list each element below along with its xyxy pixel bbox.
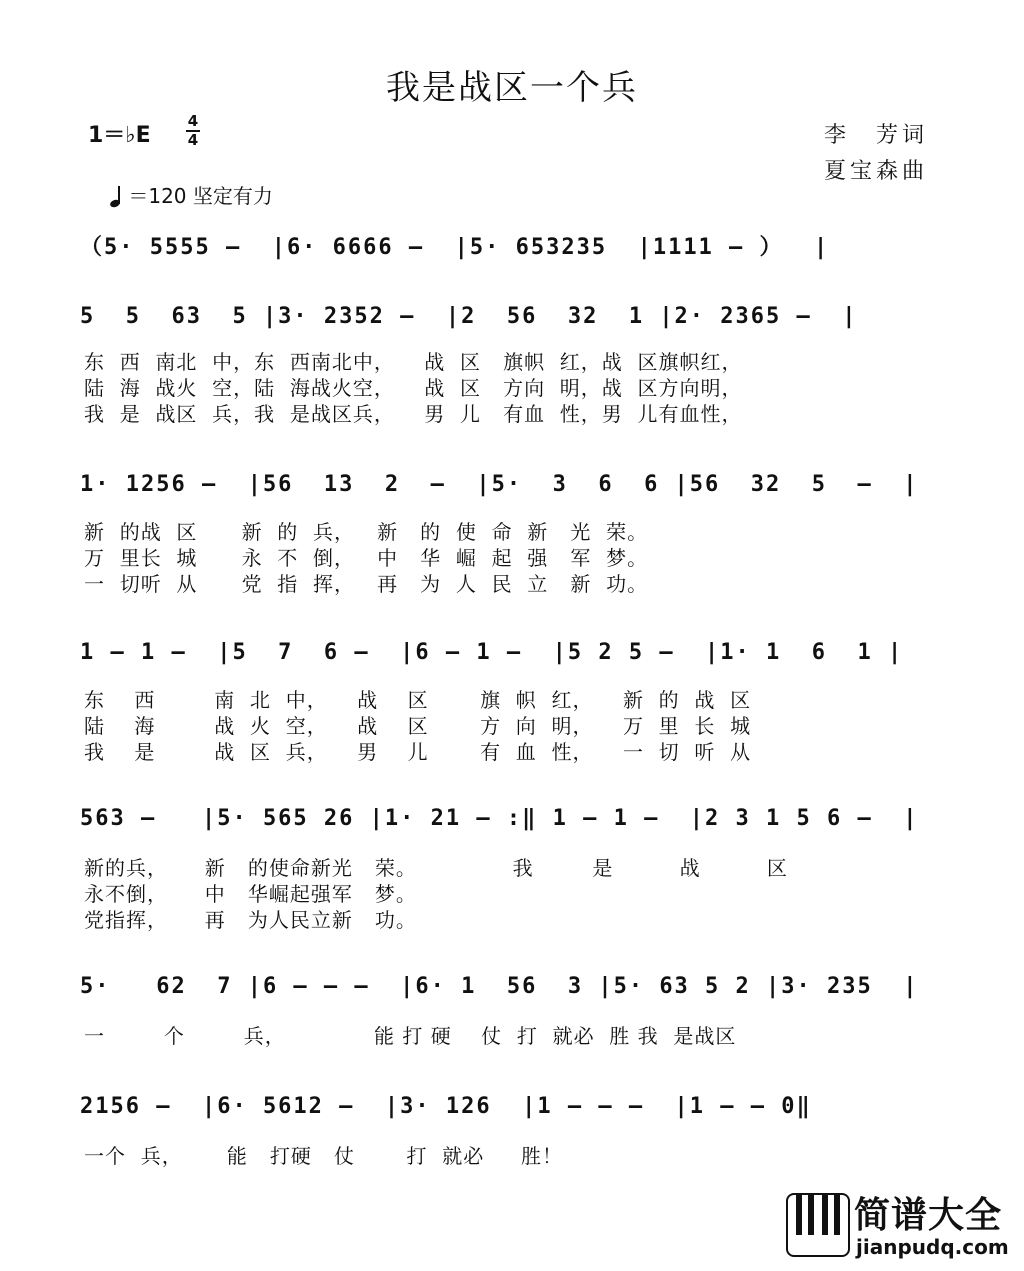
notation-line-6: 2156 ‒ |6· 5612 ‒ |3· 126 |1 ‒ ‒ ‒ |1 ‒ ‒ 0‖ bbox=[80, 1094, 812, 1119]
lyricist-credit: 李 芳词 bbox=[823, 123, 928, 148]
lyric-line-3-2: 陆 海 战 火 空， 战 区 方 向 明， 万 里 长 城 bbox=[84, 714, 752, 738]
notation-line-4: 563 ‒ |5· 565 26 |1· 21 ‒ :‖ 1 ‒ 1 ‒ |2 3 1 5 6 ‒ | bbox=[80, 806, 919, 831]
notation-line-1: 5 5 63 5 |3· 2352 ‒ |2 56 32 1 |2· 2365 ‒ | bbox=[80, 304, 858, 329]
lyric-line-2-1: 新 的战 区 新 的 兵， 新 的 使 命 新 光 荣。 bbox=[84, 520, 649, 544]
lyric-line-5-1: 一 个 兵， 能 打 硬 仗 打 就必 胜 我 是战区 bbox=[84, 1024, 737, 1048]
lyric-line-1-2: 陆 海 战火 空，陆 海战火空， 战 区 方向 明，战 区方向明， bbox=[84, 376, 743, 400]
watermark-name: 简谱大全 bbox=[854, 1195, 1003, 1236]
quarter-note-icon bbox=[110, 185, 122, 207]
lyric-line-1-3: 我 是 战区 兵，我 是战区兵， 男 儿 有血 性，男 儿有血性， bbox=[84, 402, 743, 426]
page-title: 我是战区一个兵 bbox=[386, 68, 638, 108]
lyric-line-4-2: 永不倒， 中 华崛起强军 梦。 bbox=[84, 882, 417, 906]
lyric-line-2-3: 一 切听 从 党 指 挥， 再 为 人 民 立 新 功。 bbox=[84, 572, 649, 596]
notation-line-0: （5· 5555 ‒ |6· 6666 ‒ |5· 653235 |1111 ‒ ） | bbox=[80, 235, 830, 260]
watermark-logo bbox=[786, 1185, 1016, 1265]
lyric-line-4-3: 党指挥， 再 为人民立新 功。 bbox=[84, 908, 417, 932]
time-signature-bottom: 4 bbox=[187, 131, 199, 149]
watermark-url: jianpudq.com bbox=[856, 1235, 1009, 1259]
time-signature-top: 4 bbox=[187, 112, 199, 130]
key-signature: 1＝♭E bbox=[88, 123, 151, 148]
composer-credit: 夏宝森曲 bbox=[823, 159, 928, 184]
time-signature bbox=[186, 114, 200, 148]
notation-line-2: 1· 1256 ‒ |56 13 2 ‒ |5· 3 6 6 |56 32 5 ‒ | bbox=[80, 472, 919, 497]
lyric-line-4-1: 新的兵， 新 的使命新光 荣。 我 是 战 区 bbox=[84, 856, 788, 880]
lyric-line-3-3: 我 是 战 区 兵， 男 儿 有 血 性， 一 切 听 从 bbox=[84, 740, 752, 764]
lyric-line-6-1: 一个 兵， 能 打硬 仗 打 就必 胜！ bbox=[84, 1144, 564, 1168]
lyric-line-3-1: 东 西 南 北 中， 战 区 旗 帜 红， 新 的 战 区 bbox=[84, 688, 752, 712]
lyric-line-2-2: 万 里长 城 永 不 倒， 中 华 崛 起 强 军 梦。 bbox=[84, 546, 649, 570]
piano-keys-icon bbox=[786, 1193, 850, 1257]
notation-line-3: 1 ‒ 1 ‒ |5 7 6 ‒ |6 ‒ 1 ‒ |5 2 5 ‒ |1· 1 6 1 | bbox=[80, 640, 904, 665]
lyric-line-1-1: 东 西 南北 中，东 西南北中， 战 区 旗帜 红，战 区旗帜红， bbox=[84, 350, 743, 374]
notation-line-5: 5· 62 7 |6 ‒ ‒ ‒ |6· 1 56 3 |5· 63 5 2 |3· 235 | bbox=[80, 974, 919, 999]
tempo-marking bbox=[110, 180, 273, 209]
tempo-text: ＝120 坚定有力 bbox=[128, 184, 273, 208]
